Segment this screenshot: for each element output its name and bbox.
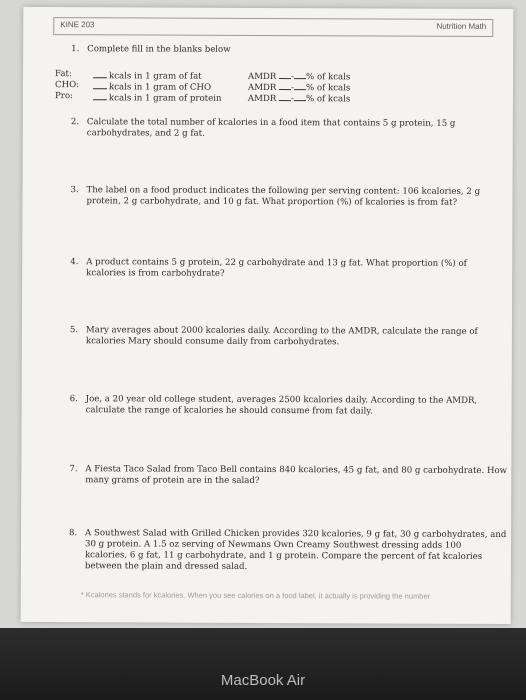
pct-label: % of kcals [305,83,351,94]
amdr-label: AMDR [247,93,277,105]
section-label: Nutrition Math [436,21,487,31]
q3-number: 3. [70,185,79,196]
answer-blank[interactable] [294,81,306,90]
laptop-brand: MacBook Air [220,672,306,689]
q3-line2: protein, 2 g carbohydrate, and 10 g fat. What proportion (%) of kcalories is from fat? [86,196,458,208]
q1-row-label: Fat: [55,69,72,80]
q4-number: 4. [70,257,79,268]
amdr-label: AMDR [247,82,277,94]
q8-line3: kcalories, 6 g fat, 11 g carbohydrate, and 1 g protein. Compare the percent of fat kcalories [84,550,483,562]
range-dash: - [291,94,294,105]
pct-label: % of kcals [306,72,351,83]
q6-line2: calculate the range of kcalories he should consume from fat daily. [85,405,373,417]
answer-blank[interactable] [93,69,107,78]
q8-line4: between the plain and dressed salad. [84,561,248,572]
answer-blank[interactable] [279,92,291,101]
q1-number: 1. [71,44,80,55]
answer-blank[interactable] [93,80,107,89]
pct-label: % of kcals [305,94,351,105]
footnote: * Kcalories stands for kcalories. When you see calories on a food label, it actually is providing the number [80,590,431,601]
q2-line2: carbohydrates, and 2 g fat. [86,128,205,139]
q7-number: 7. [69,464,78,475]
q2-line1: Calculate the total number of kcalories in a food item that contains 5 g protein, 15 g [86,117,456,129]
q2-number: 2. [70,117,80,128]
q7-line1: A Fiesta Taco Salad from Taco Bell contains 840 kcalories, 45 g fat, and 80 g carbohydrate. How [85,464,508,477]
q1-text: Complete fill in the blanks below [87,44,231,55]
q1-row-fill: kcals in 1 gram of CHO [108,82,212,93]
q8-line1: A Southwest Salad with Grilled Chicken provides 320 kcalories, 9 g fat, 30 g carbohydrates, and [85,528,507,541]
q7-line2: many grams of protein are in the salad? [85,475,260,486]
page-header [53,17,493,37]
q4-line1: A product contains 5 g protein, 22 g carbohydrate and 13 g fat. What proportion (%) of [86,257,467,269]
q6-number: 6. [69,394,78,405]
q5-number: 5. [69,325,79,336]
q8-line2: 30 g protein. A 1.5 oz serving of Newmans Own Creamy Southwest dressing adds 100 [84,539,462,551]
worksheet-page [21,7,514,624]
q1-row-fill: kcals in 1 gram of protein [108,93,222,104]
q6-line1: Joe, a 20 year old college student, averages 2500 kcalories daily. According to the AMDR, [85,394,478,406]
amdr-label: AMDR [248,71,277,83]
q4-line2: kcalories is from carbohydrate? [86,268,225,279]
answer-blank[interactable] [294,70,306,79]
course-label: KINE 203 [60,20,95,30]
answer-blank[interactable] [294,92,306,101]
range-dash: - [291,83,295,94]
answer-blank[interactable] [279,81,291,90]
range-dash: - [291,72,295,83]
laptop-bezel [0,628,526,700]
answer-blank[interactable] [93,91,107,100]
q5-line2: kcalories Mary should consume daily from carbohydrates. [85,336,340,348]
q1-row-label: CHO: [54,80,80,91]
q3-line1: The label on a food product indicates the following per serving content: 106 kcalories, 2 g [86,185,481,197]
q5-line1: Mary averages about 2000 kcalories daily. According to the AMDR, calculate the range of [85,325,478,337]
q8-number: 8. [69,528,78,539]
q1-row-fill: kcals in 1 gram of fat [109,71,202,82]
q1-row-label: Pro: [54,91,73,102]
answer-blank[interactable] [279,70,291,79]
